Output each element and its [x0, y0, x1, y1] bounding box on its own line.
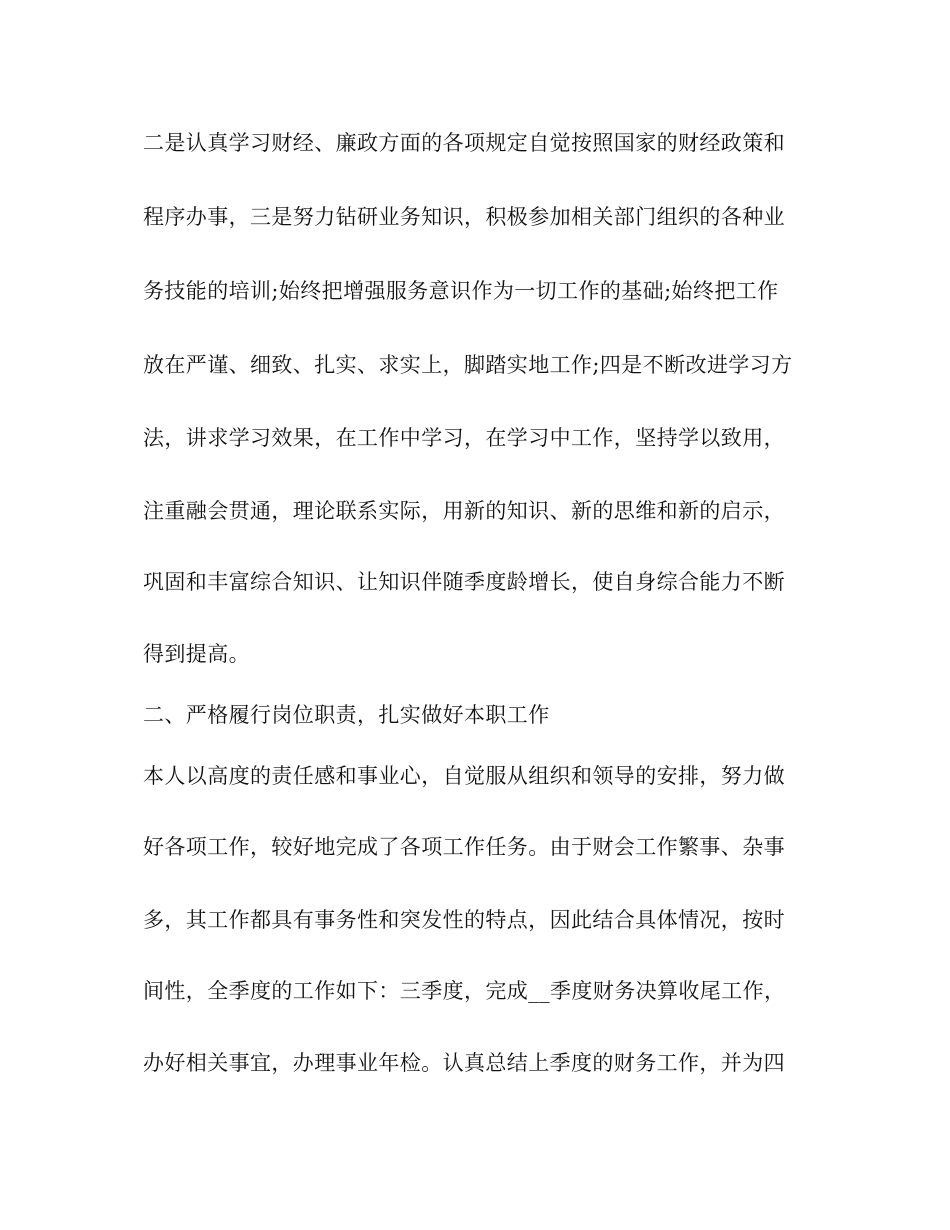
body-text-line: 法，讲求学习效果，在工作中学习，在学习中工作，坚持学以致用， — [143, 426, 785, 450]
body-text-line: 二是认真学习财经、廉政方面的各项规定自觉按照国家的财经政策和 — [143, 131, 785, 155]
body-text-line: 办好相关事宜，办理事业年检。认真总结上季度的财务工作，并为四 — [143, 1051, 785, 1075]
section-heading: 二、严格履行岗位职责，扎实做好本职工作 — [143, 703, 550, 727]
body-text-line: 好各项工作，较好地完成了各项工作任务。由于财会工作繁事、杂事 — [143, 835, 785, 859]
body-text-line: 务技能的培训;始终把增强服务意识作为一切工作的基础;始终把工作 — [143, 279, 779, 303]
body-text-line: 程序办事，三是努力钻研业务知识，积极参加相关部门组织的各种业 — [143, 205, 785, 229]
body-text-line: 得到提高。 — [143, 642, 250, 666]
body-text-line: 巩固和丰富综合知识、让知识伴随季度龄增长，使自身综合能力不断 — [143, 570, 785, 594]
body-text-line: 注重融会贯通，理论联系实际，用新的知识、新的思维和新的启示， — [143, 499, 785, 523]
body-text-line: 间性，全季度的工作如下：三季度，完成__季度财务决算收尾工作， — [143, 979, 786, 1003]
body-text-line: 放在严谨、细致、扎实、求实上，脚踏实地工作;四是不断改进学习方 — [143, 353, 793, 377]
body-text-line: 多，其工作都具有事务性和突发性的特点，因此结合具体情况，按时 — [143, 908, 785, 932]
body-text-line: 本人以高度的责任感和事业心，自觉服从组织和领导的安排，努力做 — [143, 764, 785, 788]
